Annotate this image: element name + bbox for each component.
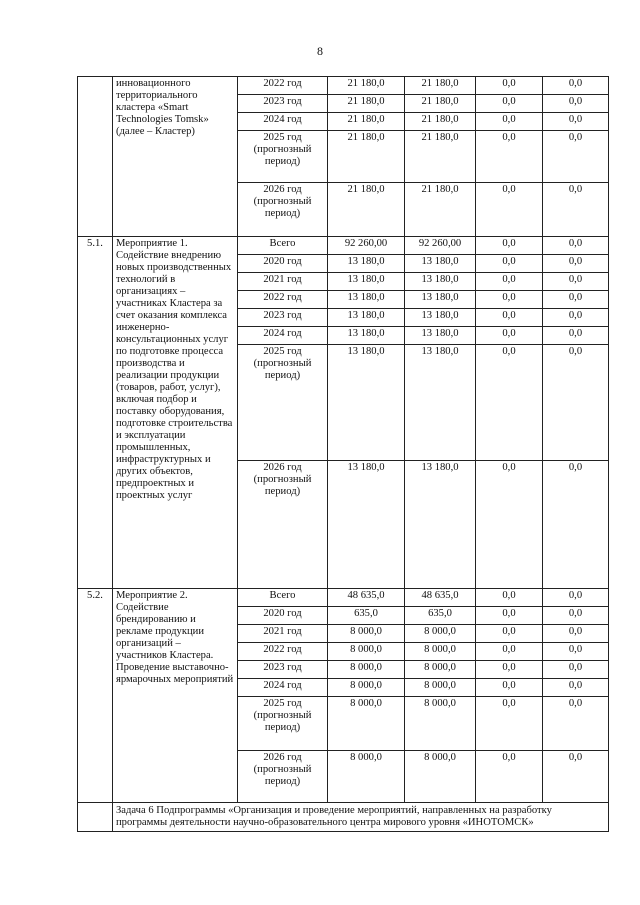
period-cell: 2023 год	[238, 309, 328, 327]
table-body	[78, 77, 609, 832]
total-value-cell: 21 180,0	[328, 113, 405, 131]
budget-value-cell: 8 000,0	[405, 625, 476, 643]
budget-value-cell: 21 180,0	[405, 95, 476, 113]
value-cell: 0,0	[476, 607, 543, 625]
value-cell: 0,0	[476, 77, 543, 95]
budget-value-cell: 13 180,0	[405, 255, 476, 273]
period-cell: 2024 год	[238, 679, 328, 697]
total-value-cell: 8 000,0	[328, 661, 405, 679]
budget-value-cell: 13 180,0	[405, 461, 476, 589]
value-cell: 0,0	[476, 643, 543, 661]
total-value-cell: 13 180,0	[328, 291, 405, 309]
value-cell: 0,0	[543, 77, 609, 95]
budget-value-cell: 8 000,0	[405, 661, 476, 679]
total-value-cell: 13 180,0	[328, 461, 405, 589]
total-value-cell: 21 180,0	[328, 95, 405, 113]
total-value-cell: 8 000,0	[328, 697, 405, 751]
budget-value-cell: 635,0	[405, 607, 476, 625]
task-description-cell: Задача 6 Подпрограммы «Организация и проведение мероприятий, направленных на разработку программы деятельности научно-образовательного центра мирового уровня «ИНОТОМСК»	[113, 803, 609, 832]
period-cell: 2023 год	[238, 95, 328, 113]
table-row	[78, 237, 609, 255]
total-value-cell: 92 260,00	[328, 237, 405, 255]
value-cell: 0,0	[543, 607, 609, 625]
value-cell: 0,0	[543, 461, 609, 589]
value-cell: 0,0	[476, 589, 543, 607]
total-value-cell: 21 180,0	[328, 183, 405, 237]
value-cell: 0,0	[543, 309, 609, 327]
budget-value-cell: 92 260,00	[405, 237, 476, 255]
value-cell: 0,0	[476, 131, 543, 183]
value-cell: 0,0	[476, 95, 543, 113]
value-cell: 0,0	[543, 291, 609, 309]
value-cell: 0,0	[543, 327, 609, 345]
budget-value-cell: 13 180,0	[405, 273, 476, 291]
value-cell: 0,0	[543, 131, 609, 183]
budget-value-cell: 21 180,0	[405, 131, 476, 183]
total-value-cell: 8 000,0	[328, 679, 405, 697]
budget-value-cell: 8 000,0	[405, 679, 476, 697]
value-cell: 0,0	[476, 345, 543, 461]
budget-value-cell: 13 180,0	[405, 345, 476, 461]
row-number-cell: 5.1.	[78, 237, 113, 589]
period-cell: 2025 год (прогнозный период)	[238, 131, 328, 183]
activity-description-cell: Мероприятие 1. Содействие внедрению новых производственных технологий в организациях – участниках Кластера за счет оказания комплекса инженерно-консультационных услуг по подготовке процесса производства и реализации продукции (товаров, работ, услуг), включая подбор и поставку оборудования, подготовке строительства и эксплуатации промышленных, инфраструктурных и других объектов, предпроектных и проектных услуг	[113, 237, 238, 589]
period-cell: 2026 год (прогнозный период)	[238, 461, 328, 589]
activity-description-cell: Мероприятие 2. Содействие брендированию и рекламе продукции организаций – участников Кластера. Проведение выставочно-ярмарочных мероприятий	[113, 589, 238, 803]
value-cell: 0,0	[543, 113, 609, 131]
value-cell: 0,0	[476, 661, 543, 679]
value-cell: 0,0	[543, 345, 609, 461]
value-cell: 0,0	[543, 679, 609, 697]
activity-description-cell: инновационного территориального кластера «Smart Technologies Tomsk» (далее – Кластер)	[113, 77, 238, 237]
page-number: 8	[317, 44, 323, 58]
total-value-cell: 13 180,0	[328, 309, 405, 327]
value-cell: 0,0	[476, 309, 543, 327]
task-row	[78, 803, 609, 832]
row-number-cell	[78, 77, 113, 237]
period-cell: 2022 год	[238, 643, 328, 661]
period-cell: 2022 год	[238, 291, 328, 309]
total-value-cell: 13 180,0	[328, 273, 405, 291]
total-value-cell: 8 000,0	[328, 643, 405, 661]
period-cell: 2020 год	[238, 255, 328, 273]
budget-value-cell: 21 180,0	[405, 113, 476, 131]
table-row	[78, 77, 609, 95]
value-cell: 0,0	[476, 237, 543, 255]
value-cell: 0,0	[476, 327, 543, 345]
budget-value-cell: 8 000,0	[405, 751, 476, 803]
value-cell: 0,0	[476, 273, 543, 291]
period-cell: 2020 год	[238, 607, 328, 625]
total-value-cell: 13 180,0	[328, 255, 405, 273]
value-cell: 0,0	[476, 113, 543, 131]
value-cell: 0,0	[543, 751, 609, 803]
period-cell: 2024 год	[238, 327, 328, 345]
value-cell: 0,0	[476, 291, 543, 309]
empty-cell	[78, 803, 113, 832]
table-row	[78, 589, 609, 607]
value-cell: 0,0	[476, 461, 543, 589]
total-value-cell: 13 180,0	[328, 345, 405, 461]
period-cell: Всего	[238, 237, 328, 255]
total-value-cell: 21 180,0	[328, 131, 405, 183]
value-cell: 0,0	[543, 661, 609, 679]
budget-value-cell: 13 180,0	[405, 327, 476, 345]
period-cell: 2021 год	[238, 273, 328, 291]
value-cell: 0,0	[543, 273, 609, 291]
period-cell: 2021 год	[238, 625, 328, 643]
value-cell: 0,0	[476, 255, 543, 273]
budget-value-cell: 21 180,0	[405, 77, 476, 95]
value-cell: 0,0	[543, 697, 609, 751]
value-cell: 0,0	[476, 625, 543, 643]
row-number-cell: 5.2.	[78, 589, 113, 803]
value-cell: 0,0	[476, 697, 543, 751]
total-value-cell: 635,0	[328, 607, 405, 625]
value-cell: 0,0	[543, 183, 609, 237]
total-value-cell: 48 635,0	[328, 589, 405, 607]
period-cell: 2024 год	[238, 113, 328, 131]
period-cell: 2023 год	[238, 661, 328, 679]
value-cell: 0,0	[543, 625, 609, 643]
value-cell: 0,0	[543, 255, 609, 273]
period-cell: Всего	[238, 589, 328, 607]
period-cell: 2025 год (прогнозный период)	[238, 345, 328, 461]
value-cell: 0,0	[543, 643, 609, 661]
value-cell: 0,0	[543, 95, 609, 113]
value-cell: 0,0	[476, 183, 543, 237]
total-value-cell: 13 180,0	[328, 327, 405, 345]
budget-value-cell: 21 180,0	[405, 183, 476, 237]
value-cell: 0,0	[543, 237, 609, 255]
budget-value-cell: 48 635,0	[405, 589, 476, 607]
period-cell: 2022 год	[238, 77, 328, 95]
budget-table	[77, 76, 609, 832]
budget-value-cell: 8 000,0	[405, 697, 476, 751]
period-cell: 2026 год (прогнозный период)	[238, 183, 328, 237]
budget-value-cell: 13 180,0	[405, 309, 476, 327]
budget-value-cell: 13 180,0	[405, 291, 476, 309]
period-cell: 2026 год (прогнозный период)	[238, 751, 328, 803]
value-cell: 0,0	[543, 589, 609, 607]
value-cell: 0,0	[476, 751, 543, 803]
budget-value-cell: 8 000,0	[405, 643, 476, 661]
total-value-cell: 21 180,0	[328, 77, 405, 95]
total-value-cell: 8 000,0	[328, 625, 405, 643]
total-value-cell: 8 000,0	[328, 751, 405, 803]
period-cell: 2025 год (прогнозный период)	[238, 697, 328, 751]
value-cell: 0,0	[476, 679, 543, 697]
